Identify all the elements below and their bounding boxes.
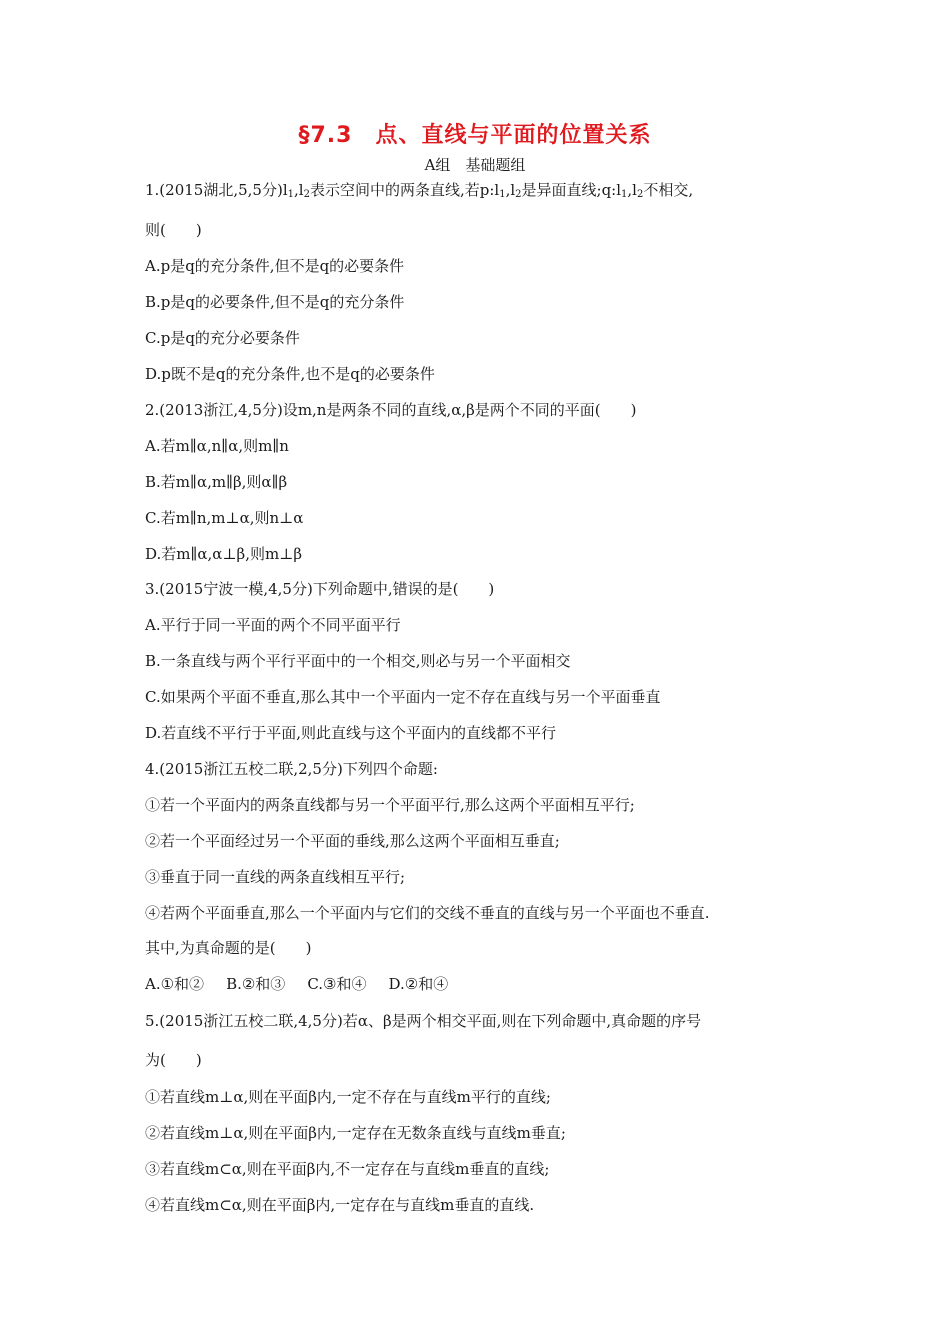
question-4-proposition-1: ①若一个平面内的两条直线都与另一个平面平行,那么这两个平面相互平行;: [145, 796, 635, 814]
question-2-option-c: C.若m∥n,m⊥α,则n⊥α: [145, 509, 304, 527]
question-3-option-d: D.若直线不平行于平面,则此直线与这个平面内的直线都不平行: [145, 724, 557, 742]
question-2-option-a: A.若m∥α,n∥α,则m∥n: [145, 437, 289, 455]
question-4-proposition-4: ④若两个平面垂直,那么一个平面内与它们的交线不垂直的直线与另一个平面也不垂直.: [145, 904, 710, 922]
group-subtitle: A组 基础题组: [424, 156, 526, 174]
question-4-stem: 4.(2015浙江五校二联,2,5分)下列四个命题:: [145, 760, 438, 778]
question-1-stem-cont: 则( ): [145, 221, 202, 239]
question-3-option-b: B.一条直线与两个平行平面中的一个相交,则必与另一个平面相交: [145, 652, 571, 670]
question-4-ask: 其中,为真命题的是( ): [145, 939, 312, 957]
question-2-option-b: B.若m∥α,m∥β,则α∥β: [145, 473, 288, 491]
question-4-options: [145, 974, 448, 994]
question-3-option-a: A.平行于同一平面的两个不同平面平行: [145, 616, 401, 634]
section-title: §7.3 点、直线与平面的位置关系: [298, 123, 652, 148]
question-1-option-a: A.p是q的充分条件,但不是q的必要条件: [145, 257, 405, 275]
question-5-proposition-2: ②若直线m⊥α,则在平面β内,一定存在无数条直线与直线m垂直;: [145, 1124, 566, 1142]
question-4-option-d: D.②和④: [388, 975, 449, 993]
question-2-stem: 2.(2013浙江,4,5分)设m,n是两条不同的直线,α,β是两个不同的平面( ): [145, 401, 637, 419]
question-1-option-c: C.p是q的充分必要条件: [145, 329, 300, 347]
question-1-option-d: D.p既不是q的充分条件,也不是q的必要条件: [145, 365, 435, 383]
question-3-stem: 3.(2015宁波一模,4,5分)下列命题中,错误的是( ): [145, 580, 495, 598]
question-1-stem: 1.(2015湖北,5,5分)$l_1,l_2$表示空间中的两条直线,若$p:l_1,l_2$是异面直线$;q:l_1,l_2$不相交,: [145, 181, 694, 200]
question-4-option-b: B.②和③: [226, 975, 286, 993]
question-4-proposition-3: ③垂直于同一直线的两条直线相互平行;: [145, 868, 406, 886]
question-3-option-c: C.如果两个平面不垂直,那么其中一个平面内一定不存在直线与另一个平面垂直: [145, 688, 661, 706]
question-5-stem: 5.(2015浙江五校二联,4,5分)若α、β是两个相交平面,则在下列命题中,真命题的序号: [145, 1012, 702, 1030]
question-5-proposition-4: ④若直线m⊂α,则在平面β内,一定存在与直线m垂直的直线.: [145, 1196, 535, 1214]
question-5-stem-cont: 为( ): [145, 1051, 202, 1069]
question-4-option-c: C.③和④: [307, 975, 367, 993]
question-1-option-b: B.p是q的必要条件,但不是q的充分条件: [145, 293, 405, 311]
question-5-proposition-3: ③若直线m⊂α,则在平面β内,不一定存在与直线m垂直的直线;: [145, 1160, 550, 1178]
question-4-proposition-2: ②若一个平面经过另一个平面的垂线,那么这两个平面相互垂直;: [145, 832, 560, 850]
question-2-option-d: D.若m∥α,α⊥β,则m⊥β: [145, 545, 302, 563]
question-5-proposition-1: ①若直线m⊥α,则在平面β内,一定不存在与直线m平行的直线;: [145, 1088, 551, 1106]
question-4-option-a: A.①和②: [145, 975, 205, 993]
